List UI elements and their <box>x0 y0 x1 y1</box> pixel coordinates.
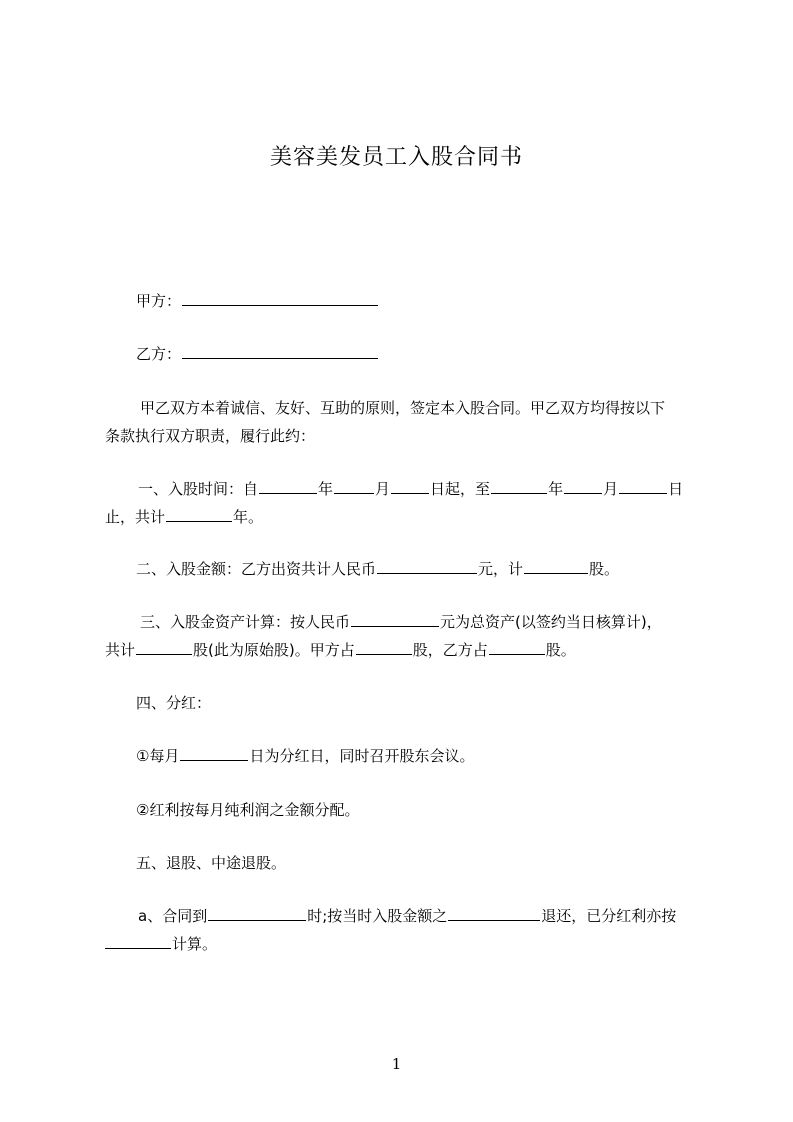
start-month-blank[interactable] <box>334 479 374 494</box>
dividend-day-blank[interactable] <box>180 746 248 761</box>
party-a-label: 甲方： <box>136 292 182 310</box>
section-2-shares-label: 股。 <box>589 560 620 578</box>
section-1-month-label: 月 <box>375 480 391 498</box>
section-3-text-start: 三、入股金资产计算：按人民币 <box>140 613 351 631</box>
section-5-heading: 五、退股、中途退股。 <box>136 854 287 872</box>
total-years-blank[interactable] <box>166 507 232 522</box>
start-day-blank[interactable] <box>391 479 429 494</box>
total-assets-blank[interactable] <box>351 612 439 627</box>
section-1-years-suffix: 年。 <box>233 508 264 526</box>
section-3-party-b-label: 股，乙方占 <box>412 641 488 659</box>
section-5-a-start: a、合同到 <box>138 907 208 925</box>
section-5-a-line-2 <box>105 930 705 959</box>
section-1-total-label: 止，共计 <box>105 508 166 526</box>
investment-shares-blank[interactable] <box>524 559 588 574</box>
section-4-item-1 <box>136 742 736 771</box>
section-5-a-middle: 时;按当时入股金额之 <box>307 907 448 925</box>
dividend-day-label: ①每月 <box>136 747 180 765</box>
start-year-blank[interactable] <box>259 479 317 494</box>
section-3-line-1 <box>140 608 740 637</box>
party-a-line <box>136 287 736 316</box>
section-1-line-1 <box>138 475 738 504</box>
section-3-assets-label: 元为总资产(以签约当日核算计)， <box>440 613 662 631</box>
section-1-end-day-label: 日 <box>668 480 684 498</box>
end-month-blank[interactable] <box>564 479 602 494</box>
end-day-blank[interactable] <box>619 479 667 494</box>
party-a-blank[interactable] <box>182 291 378 306</box>
section-3-party-a-label: 股(此为原始股)。甲方占 <box>193 641 355 659</box>
section-3-line-2 <box>105 636 705 665</box>
section-1-line-2 <box>105 503 705 532</box>
section-4-heading: 四、分红： <box>136 694 212 712</box>
dividend-calc-blank[interactable] <box>105 934 171 949</box>
contract-end-blank[interactable] <box>208 906 306 921</box>
page-number: 1 <box>391 1055 402 1073</box>
section-2-line <box>136 555 736 584</box>
dividend-day-suffix: 日为分红日，同时召开股东会议。 <box>249 747 475 765</box>
end-year-blank[interactable] <box>491 479 547 494</box>
intro-line-1: 甲乙双方本着诚信、友好、互助的原则，签定本入股合同。甲乙双方均得按以下 <box>140 399 666 417</box>
section-1-year-label: 年 <box>318 480 334 498</box>
section-3-shares-suffix: 股。 <box>545 641 576 659</box>
intro-line-2: 条款执行双方职责，履行此约： <box>105 427 316 445</box>
document-title: 美容美发员工入股合同书 <box>269 145 523 170</box>
section-2-yuan-label: 元，计 <box>478 560 524 578</box>
party-b-label: 乙方： <box>136 345 182 363</box>
section-1-to-label: 日起，至 <box>430 480 491 498</box>
section-5-a-suffix: 计算。 <box>172 935 218 953</box>
section-5-a-end: 退还，已分红利亦按 <box>541 907 677 925</box>
refund-ratio-blank[interactable] <box>448 906 540 921</box>
section-1-text-start: 一、入股时间：自 <box>138 480 259 498</box>
section-2-text-start: 二、入股金额：乙方出资共计人民币 <box>136 560 377 578</box>
section-1-end-year-label: 年 <box>548 480 564 498</box>
party-b-shares-blank[interactable] <box>489 640 545 655</box>
investment-amount-blank[interactable] <box>377 559 477 574</box>
party-a-shares-blank[interactable] <box>356 640 412 655</box>
party-b-blank[interactable] <box>182 344 378 359</box>
section-1-end-month-label: 月 <box>603 480 619 498</box>
total-shares-blank[interactable] <box>136 640 192 655</box>
section-4-item-2: ②红利按每月纯利润之金额分配。 <box>136 801 360 819</box>
section-3-total-label: 共计 <box>105 641 136 659</box>
party-b-line <box>136 340 736 369</box>
section-5-a-line-1 <box>138 902 738 931</box>
